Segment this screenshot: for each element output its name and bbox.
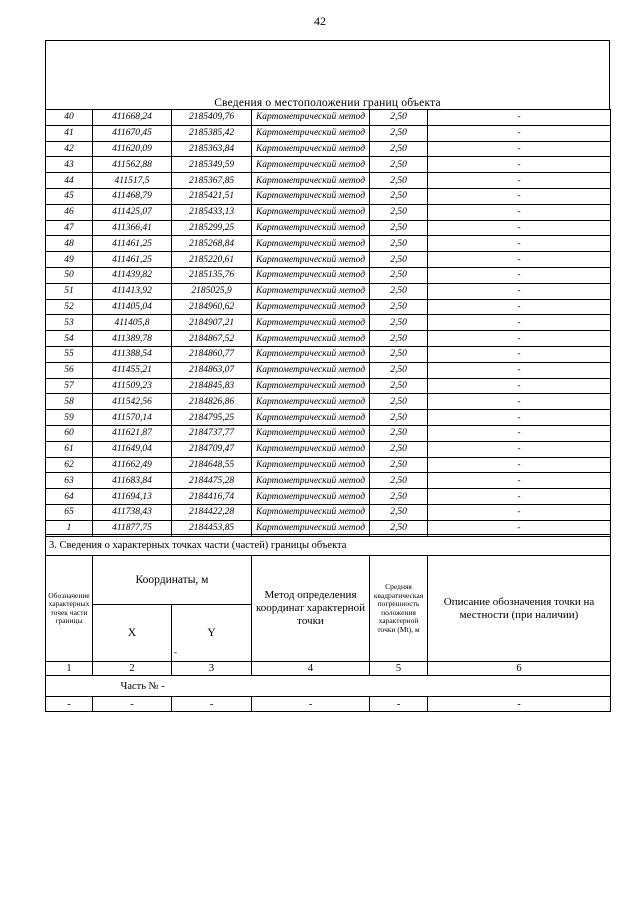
table-row	[46, 157, 611, 173]
point-number-cell: 42	[46, 141, 93, 157]
coord-y-cell: 2185220,61	[172, 252, 252, 268]
coord-x-cell: 411439,82	[93, 267, 172, 283]
error-cell: 2,50	[370, 315, 428, 331]
col-x-header: X	[93, 605, 172, 662]
method-cell: Картометрический метод	[252, 410, 370, 426]
column-number-cell: 6	[428, 662, 611, 676]
table-row	[46, 489, 611, 505]
error-cell: 2,50	[370, 441, 428, 457]
table-row	[46, 141, 611, 157]
column-number-cell: 3	[172, 662, 252, 676]
point-number-cell: 44	[46, 173, 93, 189]
table-row	[46, 125, 611, 141]
part-label: Часть № -	[93, 676, 611, 697]
description-cell: -	[428, 504, 611, 520]
method-cell: Картометрический метод	[252, 141, 370, 157]
coord-y-cell: 2185299,25	[172, 220, 252, 236]
coord-x-cell: 411694,13	[93, 489, 172, 505]
coord-y-cell: 2185349,59	[172, 157, 252, 173]
boundary-points-table	[45, 109, 611, 537]
coord-x-cell: 411425,07	[93, 204, 172, 220]
table-row	[46, 252, 611, 268]
description-cell: -	[428, 489, 611, 505]
coord-y-cell: 2184795,25	[172, 410, 252, 426]
point-number-cell: 55	[46, 346, 93, 362]
coord-y-cell: 2184845,83	[172, 378, 252, 394]
table-row	[46, 425, 611, 441]
table-row	[46, 267, 611, 283]
point-number-cell: 57	[46, 378, 93, 394]
coord-x-cell: 411562,88	[93, 157, 172, 173]
coord-x-cell: 411683,84	[93, 473, 172, 489]
coord-x-cell: 411670,45	[93, 125, 172, 141]
error-cell: 2,50	[370, 236, 428, 252]
description-cell: -	[428, 410, 611, 426]
error-cell: 2,50	[370, 283, 428, 299]
col-method-header: Метод определения координат характерной точки	[252, 556, 370, 662]
coord-x-cell: 411517,5	[93, 173, 172, 189]
coord-y-cell: 2185135,76	[172, 267, 252, 283]
coord-y-cell: 2184709,47	[172, 441, 252, 457]
method-cell: Картометрический метод	[252, 315, 370, 331]
table-row	[46, 394, 611, 410]
description-cell: -	[428, 394, 611, 410]
error-cell: 2,50	[370, 410, 428, 426]
error-cell: 2,50	[370, 157, 428, 173]
table-row	[46, 331, 611, 347]
method-cell: Картометрический метод	[252, 425, 370, 441]
point-number-cell: 59	[46, 410, 93, 426]
error-cell: 2,50	[370, 504, 428, 520]
error-cell: 2,50	[370, 362, 428, 378]
point-number-cell: 63	[46, 473, 93, 489]
coord-y-cell: 2185367,85	[172, 173, 252, 189]
point-number-cell: 41	[46, 125, 93, 141]
method-cell: Картометрический метод	[252, 520, 370, 536]
coord-x-cell: 411405,04	[93, 299, 172, 315]
method-cell: Картометрический метод	[252, 188, 370, 204]
error-cell: 2,50	[370, 267, 428, 283]
description-cell: -	[428, 267, 611, 283]
point-number-cell: 40	[46, 110, 93, 126]
description-cell: -	[428, 520, 611, 536]
coord-x-cell: 411389,78	[93, 331, 172, 347]
page-number: 42	[314, 14, 326, 28]
description-cell: -	[428, 236, 611, 252]
error-cell: 2,50	[370, 252, 428, 268]
coord-x-cell: 411738,43	[93, 504, 172, 520]
coord-y-cell: 2185385,42	[172, 125, 252, 141]
error-cell: 2,50	[370, 378, 428, 394]
point-number-cell: 56	[46, 362, 93, 378]
method-cell: Картометрический метод	[252, 299, 370, 315]
description-cell: -	[428, 173, 611, 189]
coord-x-cell: 411366,41	[93, 220, 172, 236]
coord-y-cell: 2184475,28	[172, 473, 252, 489]
method-cell: Картометрический метод	[252, 125, 370, 141]
method-cell: Картометрический метод	[252, 110, 370, 126]
method-cell: Картометрический метод	[252, 204, 370, 220]
description-cell: -	[428, 110, 611, 126]
description-cell: -	[428, 362, 611, 378]
coord-y-cell: 2184960,62	[172, 299, 252, 315]
description-cell: -	[428, 457, 611, 473]
description-cell: -	[428, 204, 611, 220]
method-cell: Картометрический метод	[252, 473, 370, 489]
point-number-cell: 45	[46, 188, 93, 204]
error-cell: 2,50	[370, 220, 428, 236]
method-cell: Картометрический метод	[252, 252, 370, 268]
coord-y-cell: 2185409,76	[172, 110, 252, 126]
error-cell: 2,50	[370, 425, 428, 441]
coord-x-cell: 411570,14	[93, 410, 172, 426]
description-cell: -	[428, 473, 611, 489]
coord-y-cell: 2184416,74	[172, 489, 252, 505]
description-cell: -	[428, 346, 611, 362]
section-header-frame	[45, 40, 610, 109]
table-row	[46, 220, 611, 236]
coord-x-cell: 411405,8	[93, 315, 172, 331]
description-cell: -	[428, 299, 611, 315]
coord-y-cell: 2184860,77	[172, 346, 252, 362]
description-cell: -	[428, 425, 611, 441]
table-row	[46, 188, 611, 204]
coord-y-cell: 2184453,85	[172, 520, 252, 536]
method-cell: Картометрический метод	[252, 236, 370, 252]
point-number-cell: 54	[46, 331, 93, 347]
description-cell: -	[428, 220, 611, 236]
coord-y-cell: 2184863,07	[172, 362, 252, 378]
error-cell: 2,50	[370, 346, 428, 362]
coord-y-cell: 2184826,86	[172, 394, 252, 410]
point-number-cell: 52	[46, 299, 93, 315]
coord-y-cell: 2184422,28	[172, 504, 252, 520]
table-row	[46, 473, 611, 489]
description-cell: -	[428, 188, 611, 204]
coord-x-cell: 411877,75	[93, 520, 172, 536]
dash-mark: -	[174, 647, 177, 657]
point-number-cell: 48	[46, 236, 93, 252]
coord-x-cell: 411461,25	[93, 236, 172, 252]
point-number-cell: 53	[46, 315, 93, 331]
method-cell: Картометрический метод	[252, 346, 370, 362]
col-coordinates-header: Координаты, м	[93, 556, 252, 605]
method-cell: Картометрический метод	[252, 220, 370, 236]
method-cell: Картометрический метод	[252, 173, 370, 189]
part-point-cell: -	[46, 697, 93, 712]
coord-x-cell: 411455,21	[93, 362, 172, 378]
coord-x-cell: 411668,24	[93, 110, 172, 126]
coord-y-cell: 2184907,21	[172, 315, 252, 331]
column-number-cell: 5	[370, 662, 428, 676]
column-number-cell: 4	[252, 662, 370, 676]
table-row	[46, 410, 611, 426]
table-row	[46, 457, 611, 473]
description-cell: -	[428, 283, 611, 299]
method-cell: Картометрический метод	[252, 331, 370, 347]
description-cell: -	[428, 125, 611, 141]
point-number-cell: 1	[46, 520, 93, 536]
part-point-cell: -	[370, 697, 428, 712]
coord-y-cell: 2185363,84	[172, 141, 252, 157]
error-cell: 2,50	[370, 331, 428, 347]
table-row	[46, 204, 611, 220]
method-cell: Картометрический метод	[252, 157, 370, 173]
table-row	[46, 441, 611, 457]
coord-x-cell: 411662,49	[93, 457, 172, 473]
col-error-header: Средняя квадратическая погрешность положения характерной точки (Мt), м	[370, 556, 428, 662]
col-y-header	[172, 605, 252, 662]
point-number-cell: 65	[46, 504, 93, 520]
error-cell: 2,50	[370, 299, 428, 315]
part-row-blank	[46, 676, 93, 697]
point-number-cell: 64	[46, 489, 93, 505]
table-row	[46, 236, 611, 252]
error-cell: 2,50	[370, 457, 428, 473]
error-cell: 2,50	[370, 141, 428, 157]
error-cell: 2,50	[370, 520, 428, 536]
error-cell: 2,50	[370, 394, 428, 410]
col-designation-header: Обозначение характерных точек части границы	[46, 556, 93, 662]
part-points-table	[45, 534, 611, 712]
point-number-cell: 61	[46, 441, 93, 457]
table-row	[46, 283, 611, 299]
error-cell: 2,50	[370, 110, 428, 126]
error-cell: 2,50	[370, 173, 428, 189]
method-cell: Картометрический метод	[252, 394, 370, 410]
coord-x-cell: 411388,54	[93, 346, 172, 362]
column-number-cell: 2	[93, 662, 172, 676]
description-cell: -	[428, 331, 611, 347]
description-cell: -	[428, 441, 611, 457]
description-cell: -	[428, 157, 611, 173]
error-cell: 2,50	[370, 473, 428, 489]
part-point-cell: -	[172, 697, 252, 712]
point-number-cell: 58	[46, 394, 93, 410]
point-number-cell: 46	[46, 204, 93, 220]
coord-y-cell: 2185025,9	[172, 283, 252, 299]
coord-y-cell: 2184648,55	[172, 457, 252, 473]
table-row	[46, 173, 611, 189]
table-row	[46, 110, 611, 126]
col-description-header: Описание обозначения точки на местности (при наличии)	[428, 556, 611, 662]
table-row	[46, 346, 611, 362]
coord-x-cell: 411413,92	[93, 283, 172, 299]
coord-x-cell: 411621,87	[93, 425, 172, 441]
coord-x-cell: 411509,23	[93, 378, 172, 394]
section-title: Сведения о местоположении границ объекта	[214, 97, 441, 109]
point-number-cell: 49	[46, 252, 93, 268]
table-row	[46, 315, 611, 331]
coord-x-cell: 411649,04	[93, 441, 172, 457]
point-number-cell: 60	[46, 425, 93, 441]
description-cell: -	[428, 315, 611, 331]
col-y-label: Y	[207, 627, 216, 639]
description-cell: -	[428, 378, 611, 394]
coord-y-cell: 2185421,51	[172, 188, 252, 204]
method-cell: Картометрический метод	[252, 267, 370, 283]
method-cell: Картометрический метод	[252, 489, 370, 505]
description-cell: -	[428, 141, 611, 157]
table-row	[46, 299, 611, 315]
method-cell: Картометрический метод	[252, 283, 370, 299]
coord-y-cell: 2184737,77	[172, 425, 252, 441]
point-number-cell: 62	[46, 457, 93, 473]
coord-x-cell: 411468,79	[93, 188, 172, 204]
method-cell: Картометрический метод	[252, 378, 370, 394]
coord-x-cell: 411461,25	[93, 252, 172, 268]
method-cell: Картометрический метод	[252, 504, 370, 520]
point-number-cell: 51	[46, 283, 93, 299]
error-cell: 2,50	[370, 188, 428, 204]
error-cell: 2,50	[370, 489, 428, 505]
method-cell: Картометрический метод	[252, 441, 370, 457]
description-cell: -	[428, 252, 611, 268]
table-row	[46, 504, 611, 520]
error-cell: 2,50	[370, 125, 428, 141]
method-cell: Картометрический метод	[252, 362, 370, 378]
point-number-cell: 47	[46, 220, 93, 236]
coord-y-cell: 2184867,52	[172, 331, 252, 347]
coord-x-cell: 411542,56	[93, 394, 172, 410]
table-row	[46, 362, 611, 378]
point-number-cell: 50	[46, 267, 93, 283]
part-point-cell: -	[252, 697, 370, 712]
coord-y-cell: 2185433,13	[172, 204, 252, 220]
part-point-cell: -	[93, 697, 172, 712]
part-point-cell: -	[428, 697, 611, 712]
coord-x-cell: 411620,09	[93, 141, 172, 157]
coord-y-cell: 2185268,84	[172, 236, 252, 252]
section3-title: 3. Сведения о характерных точках части (частей) границы объекта	[46, 535, 611, 556]
point-number-cell: 43	[46, 157, 93, 173]
error-cell: 2,50	[370, 204, 428, 220]
method-cell: Картометрический метод	[252, 457, 370, 473]
table-row	[46, 378, 611, 394]
column-number-cell: 1	[46, 662, 93, 676]
